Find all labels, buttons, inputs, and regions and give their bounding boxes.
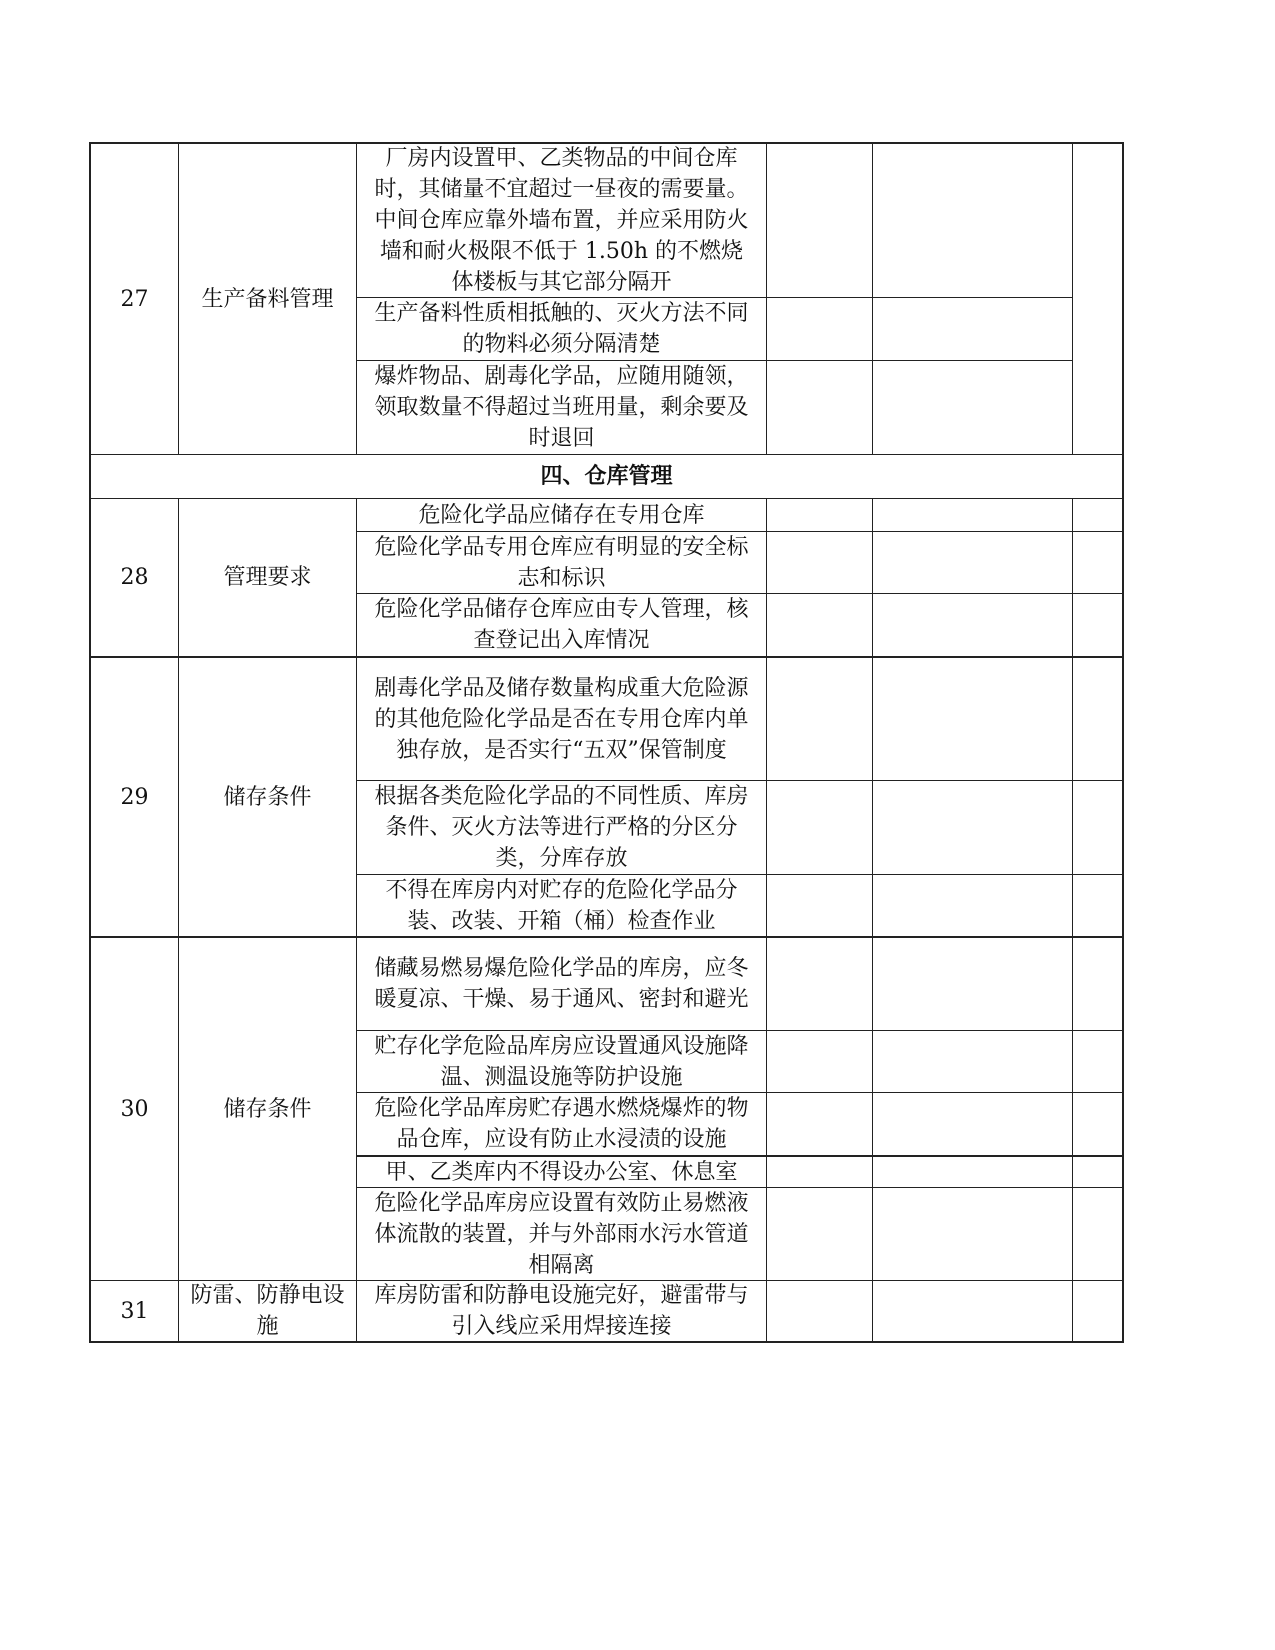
section-title: 四、仓库管理	[540, 463, 673, 489]
item-name: 储存条件	[223, 784, 312, 810]
requirement-text: 剧毒化学品及储存数量构成重大危险源的其他危险化学品是否在专用仓库内单独存放，是否实行“五双”保管制度	[374, 675, 749, 763]
col-line	[872, 498, 873, 1343]
requirement-text: 爆炸物品、剧毒化学品，应随用随领，领取数量不得超过当班用量，剩余要及时退回	[374, 364, 749, 451]
requirement-text: 贮存化学危险品库房应设置通风设施降温、测温设施等防护设施	[374, 1033, 749, 1090]
row-number: 29	[120, 784, 149, 810]
requirement-text: 根据各类危险化学品的不同性质、库房条件、灭火方法等进行严格的分区分类，分库存放	[374, 784, 749, 871]
requirement-text: 危险化学品库房贮存遇水燃烧爆炸的物品仓库，应设有防止水浸渍的设施	[374, 1096, 749, 1152]
requirement-text: 危险化学品专用仓库应有明显的安全标志和标识	[374, 534, 749, 591]
col-line	[766, 498, 767, 1343]
row-number: 28	[120, 565, 149, 590]
requirement-text: 生产备料性质相抵触的、灭火方法不同的物料必须分隔清楚	[374, 301, 749, 357]
item-name: 防雷、防静电设施	[190, 1283, 345, 1339]
row-number: 31	[120, 1298, 149, 1324]
col-line	[1072, 498, 1073, 1343]
requirement-text: 甲、乙类库内不得设办公室、休息室	[385, 1159, 738, 1185]
requirement-text: 危险化学品库房应设置有效防止易燃液体流散的装置，并与外部雨水污水管道相隔离	[374, 1190, 749, 1278]
col-line	[872, 142, 873, 455]
col-line	[1072, 142, 1073, 455]
requirement-text: 危险化学品储存仓库应由专人管理，核查登记出入库情况	[374, 597, 749, 653]
row-number: 27	[120, 286, 149, 312]
requirement-text: 危险化学品应储存在专用仓库	[418, 502, 705, 528]
row-number: 30	[120, 1096, 149, 1122]
col-line	[766, 142, 767, 455]
table-border-right	[1122, 142, 1124, 1343]
requirement-text: 厂房内设置甲、乙类物品的中间仓库时，其储量不宜超过一昼夜的需要量。中间仓库应靠外墙布置，并应采用防火墙和耐火极限不低于 1.50h 的不燃烧体楼板与其它部分隔开	[374, 146, 749, 295]
item-name: 管理要求	[223, 565, 312, 590]
item-name: 储存条件	[223, 1096, 312, 1122]
requirement-text: 库房防雷和防静电设施完好，避雷带与引入线应采用焊接连接	[374, 1283, 749, 1339]
requirement-text: 储藏易燃易爆危险化学品的库房，应冬暖夏凉、干燥、易于通风、密封和避光	[374, 956, 749, 1012]
requirement-text: 不得在库房内对贮存的危险化学品分装、改装、开箱（桶）检查作业	[385, 877, 738, 934]
item-name: 生产备料管理	[201, 286, 334, 312]
